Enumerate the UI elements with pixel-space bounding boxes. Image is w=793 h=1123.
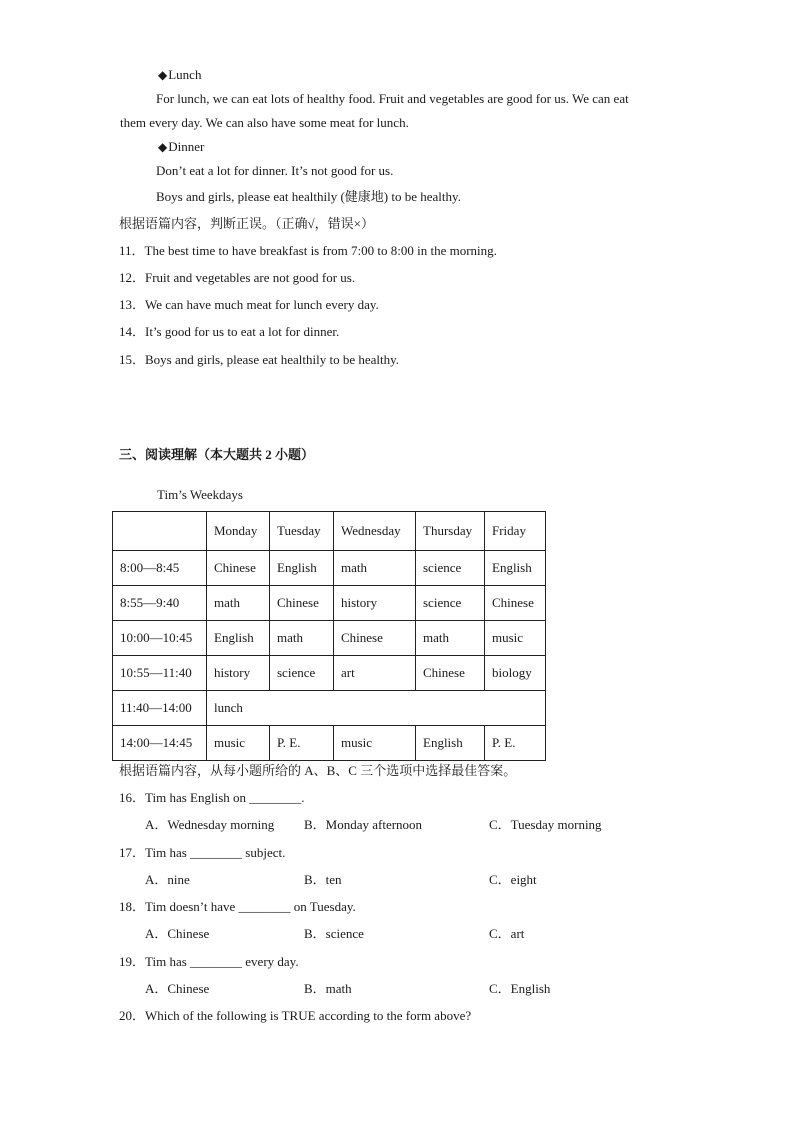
lunch-paragraph-line: For lunch, we can eat lots of healthy food. Fruit and vegetables are good for us. We can eat [156,91,629,106]
table-row [113,621,546,656]
table-header-cell: Wednesday [334,512,416,551]
table-cell: math [270,621,334,656]
option-b: B．ten [304,872,342,887]
question-12: 12．Fruit and vegetables are not good for us. [119,270,356,285]
question-15: 15．Boys and girls, please eat healthily to be healthy. [119,352,400,367]
table-cell: Chinese [207,551,270,586]
question-18: 18．Tim doesn’t have ________ on Tuesday. [119,899,356,914]
question-11: 11．The best time to have breakfast is from 7:00 to 8:00 in the morning. [119,243,497,258]
table-cell: English [485,551,546,586]
table-cell: Chinese [485,586,546,621]
question-20: 20．Which of the following is TRUE according to the form above? [119,1008,472,1023]
lunch-paragraph-line: them every day. We can also have some meat for lunch. [120,115,409,130]
table-cell: history [207,656,270,691]
table-cell: biology [485,656,546,691]
table-cell: 10:55—11:40 [113,656,207,691]
option-a: A．nine [145,872,190,887]
question-17: 17．Tim has ________ subject. [119,845,286,860]
table-title: Tim’s Weekdays [157,487,243,502]
question-13: 13．We can have much meat for lunch every day. [119,297,379,312]
table-row [113,551,546,586]
table-row [113,726,546,761]
table-cell: history [334,586,416,621]
option-a: A．Chinese [145,981,210,996]
table-cell: P. E. [485,726,546,761]
option-a: A．Chinese [145,926,210,941]
table-cell: 8:00—8:45 [113,551,207,586]
table-cell: 10:00—10:45 [113,621,207,656]
table-cell: English [207,621,270,656]
table-row [113,656,546,691]
table-header-row [113,512,546,551]
table-header-cell [113,512,207,551]
option-b: B．science [304,926,364,941]
dinner-heading: ◆Dinner [158,139,205,154]
table-header-cell: Tuesday [270,512,334,551]
table-cell: math [416,621,485,656]
mc-instruction: 根据语篇内容，从每小题所给的 A、B、C 三个选项中选择最佳答案。 [119,763,517,778]
diamond-bullet-icon: ◆ [158,68,168,82]
table-cell: science [416,586,485,621]
section-title: 三、阅读理解（本大题共 2 小题） [119,447,315,462]
table-cell: math [334,551,416,586]
table-cell: Chinese [270,586,334,621]
option-c: C．art [489,926,525,941]
lunch-heading: ◆Lunch [158,67,202,82]
tf-instruction: 根据语篇内容，判断正误。（正确√，错误×） [119,216,374,231]
table-row-lunch [113,691,546,726]
table-row [113,586,546,621]
closing-sentence: Boys and girls, please eat healthily (健康地) to be healthy. [156,189,461,204]
question-14: 14．It’s good for us to eat a lot for dinner. [119,324,340,339]
table-cell: Chinese [334,621,416,656]
question-16: 16．Tim has English on ________. [119,790,305,805]
table-cell: math [207,586,270,621]
dinner-paragraph: Don’t eat a lot for dinner. It’s not good for us. [156,163,394,178]
option-c: C．eight [489,872,537,887]
table-cell: 11:40—14:00 [113,691,207,726]
table-header-cell: Monday [207,512,270,551]
option-b: B．math [304,981,352,996]
table-cell: music [207,726,270,761]
lunch-cell: lunch [207,691,546,726]
table-cell: English [416,726,485,761]
table-cell: Chinese [416,656,485,691]
schedule-table [112,511,546,761]
question-19: 19．Tim has ________ every day. [119,954,299,969]
table-cell: art [334,656,416,691]
table-cell: 8:55—9:40 [113,586,207,621]
diamond-bullet-icon: ◆ [158,140,168,154]
table-header-cell: Thursday [416,512,485,551]
table-cell: music [334,726,416,761]
option-c: C．Tuesday morning [489,817,602,832]
table-cell: English [270,551,334,586]
option-b: B．Monday afternoon [304,817,423,832]
table-cell: music [485,621,546,656]
table-cell: science [270,656,334,691]
table-cell: 14:00—14:45 [113,726,207,761]
table-header-cell: Friday [485,512,546,551]
table-cell: science [416,551,485,586]
option-c: C．English [489,981,551,996]
option-a: A．Wednesday morning [145,817,275,832]
table-cell: P. E. [270,726,334,761]
